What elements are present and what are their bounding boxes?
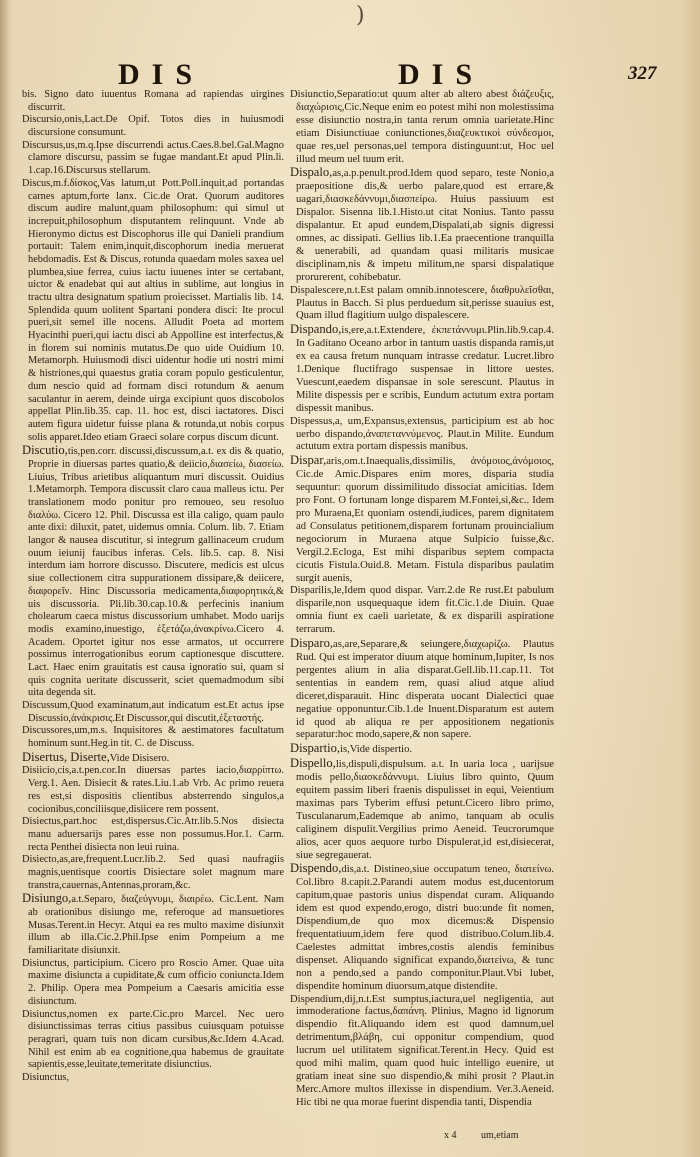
dictionary-entry xyxy=(22,140,284,178)
entry-text: Disparilis,le,Idem quod dispar. Varr.2.de Re rust.Et pabulum disparile,non usquequaque idem fit.Cic.1.de Diuin. Quae omnia fiunt ex caeli uarietate, & ex disparili aspiratione terrarum. xyxy=(290,585,554,636)
footer-catchwords xyxy=(444,1130,519,1141)
dictionary-entry xyxy=(22,892,284,957)
running-head-right: DIS xyxy=(398,58,485,91)
entry-text: Discus,m.f.δίσκος,Vas latum,ut Pott.Poll.inquit,ad portandas carnes aptum,forte lanx. Cic.de Orat. Quorum auditores discum audire malunt,quam philosophum: qui simul ut increpuit,philosophum disputantem relinquunt. Vnde ab Hieronymo dictus est Discophorus ille qui Danieli prandium portauit: Talem enim,inquit,discophorum inedia meruerat hebdomadis. Est & Discus, rotunda quaedam moles saxea uel plumbea,siue ferrea, cuius iactu iuuenes inter se certabant, uictor & enadebat qui aut altius in sublime, aut longius in tractu ultra designatum spatium proiecisset. Martialis lib. 14. Splendida quum uolitent Spartani pondera disci: Ite procul pueri,sit semel ille nocens. Alludit Poeta ad mortem Hyacinthi pueri,qui iactu disci ab Appolline est interfectus,& in florem sui nominis mutatus.De quo uide Ouidium 10. Metamorph. Huiusmodi disci uidentur hodie uti nostri mimi & histriones,qui quaestus gratia coram populo gesticulentur, dum nescio quid ad formam disci rotundum & aenum saculantur in aerem, deinde uirga excipiunt quos discobolos appellat Plin.lib.35. cap. 11. hoc est, disci iactatores. Disci autem figura uidetur fuisse plana & rotunda,ut nobis corpus solis apparet.Ideo etiam Graeci solare corpus discum dicunt. xyxy=(22,177,284,443)
entry-text: Vide Disisero. xyxy=(109,752,170,764)
entry-text: is,ere,a.t.Extendere, ἐκπετάννυμι.Plin.lib.9.cap.4. In Gaditano Oceano arbor in tantum uastis dispanda ramis,ut ex ea causa fretum nunquam intrasse credatur. Lucret.libro 1.Denique fluctifrago suspensae in littore uestes. Vuescunt,eaedem dispansae in sole serescunt. Plautus in Milite dispessis per e scribis, Eundum actutum extra portam dispessit manibus. xyxy=(296,325,554,414)
signature-mark: x 4 xyxy=(444,1130,457,1141)
entry-text: Disiicio,cis,a.t.pen.cor.In diuersas partes iacio,διαρρίπτω. Verg.1. Aen. Disiecit & rates.Liu.1.ab Vrb. Ac primo reuera res est,si dispositis clientibus absterrendo singulos,a cocionibus,conciliisque,disiicere rem possent. xyxy=(22,765,284,815)
entry-text: Disiecto,as,are,frequent.Lucr.lib.2. Sed quasi naufragiis magnis,uentisque coortis Disiectare solet magnum mare transtra,cauernas,Antennas,proram,&c. xyxy=(22,854,284,891)
dictionary-entry xyxy=(22,89,284,114)
entry-headword: Dispalo, xyxy=(290,165,333,180)
dictionary-entry xyxy=(22,958,284,1009)
dictionary-entry xyxy=(290,994,554,1110)
entry-text: Discursio,onis,Lact.De Opif. Totos dies in huiusmodi discursione consumunt. xyxy=(22,114,284,139)
dictionary-entry xyxy=(290,323,554,415)
dictionary-entry xyxy=(22,700,284,725)
entry-text: Dispendium,dij,n.t.Est sumptus,iactura,uel negligentia, aut immoderatione factus,δαπάνη. Plinius, Magno id lignorum dispendio fit.Aliquando idem est quod damnum,uel detrimentum,βλάβη, cui opponitur compendium, quod lucrum uel utilitatem significat.Terent.in Hecy. Quid est quod mihi malim, quam quod huic intelligo euenire, ut gratiam ineat sine suo dispendio,& mihi prosit ? Plaut.in Merc.Amore multos illexisse in dispendium. Ver.3.Aeneid. Hic tibi ne qua morae fuerint dispendia tanti, Dispendia xyxy=(290,993,554,1108)
entry-text: a.t.Separo, διαζεύγνυμι, διαιρέω. Cic.Lent. Nam ab orationibus disiungo me, referoque ad mansuetiores Musas.Terent.in Hecyr. Atqui ea res multo maxime disiunxit illum ab illa.Cic.2.Phil.Ipse enim Pompeium a me familiaritate disiunxit. xyxy=(28,894,284,957)
dictionary-entry xyxy=(290,637,554,742)
entry-headword: Dispello, xyxy=(290,756,336,771)
entry-text: Disiunctio,Separatio:ut quum alter ab altero abest διάζευξις, διαχώρισις,Cic.Neque enim eo potest mihi non molestissima esse disiunctio nostra,in tanta rerum omnia uarietate.Hinc etiam Disiunctiuae coniunctiones,διαζευκτικοὶ σύνδεσμοι, quae res,uel personas,uel tempora distinguunt:ut, Hoc uel illud meum uel tuum erit. xyxy=(290,89,554,165)
entry-text: Disiectus,part.hoc est,dispersus.Cic.Atr.lib.5.Nos disiecta manu aduersarijs pares esse non possumus.Hor.1. Carm. recta Penthei disiecta non leui ruina. xyxy=(22,816,284,853)
page-number: 327 xyxy=(628,63,657,84)
entry-headword: Dispar, xyxy=(290,453,327,468)
catchword: um,etiam xyxy=(481,1130,519,1141)
entry-text: as,are,Separare,& seiungere,διαχωρίζω. Plautus Rud. Qui est imperator diuum atque hominum,Iupiter, Is nos pergentes alium in alia disparat.Gell.lib.11.cap.11. Tot sententias in eandem rem, quasi aliud atque aliud diceret,disparauit. Hinc disperata uocant Dialectici quae negatiue opponuntur.Cib.1.de Inuent.Disparatum est autem id quod ab aliqua re per appositionem negationis separatur:hoc modo,sapere,& non sapere. xyxy=(296,639,554,741)
entry-text: is,Vide dispertio. xyxy=(340,744,413,756)
entry-text: lis,dispuli,dispulsum. a.t. In uaria loca , uarijsue modis pello,διασκεδάννυμι. Liuius libro quinto, Quum equitem passim liberi fraenis dispulisset in equi, Veientium maximas pars Tyberim effusi petunt.Cicero libro primo, Tusculanarum,Eademque ab animo, tanquam ab oculis caliginem dispulit.Vergilius primo Aeneid. Teucrorumque alios, acer quos aequore turbo Dispulerat,id est,disiecerat, siue segregauerat. xyxy=(296,759,554,861)
dictionary-entry xyxy=(290,454,554,585)
entry-text: Disiunctus,nomen ex parte.Cic.pro Marcel. Nec uero disiunctissimas terras citius passibus cuiusquam potuisse peragrari, quam tuis non dicam cursibus,&c.Idem 4.Acad. Nihil est enim ab ea cognitione,qua habemus de grauitate sapientis,esse,leuitate,temeritate disiunctius. xyxy=(22,1008,284,1071)
dictionary-entry xyxy=(22,765,284,816)
entry-headword: Dispartio, xyxy=(290,741,341,756)
dictionary-entry xyxy=(290,285,554,324)
dictionary-entry xyxy=(22,114,284,139)
entry-text: bis. Signo dato iuuentus Romana ad rapiendas uirgines discurrit. xyxy=(22,89,284,113)
entry-text: dis,a.t. Distineo,siue occupatum teneo, διατείνω. Col.libro 8.capit.2.Parandi autem modus est,ducentorum capitum,quae pastoris unius dispendat curam. Aliquando idem est quod expendo,erogo, distri buo:unde fit nomen, Dispendium,de quo mox dicemus:& Dispensio frequentatiuum,idem fere quod distribuo.Colum.lib.4. Caelestes admittat imbres,costis alendis feminibus dispenset. Aliquando significat expando,διατείνω, & tunc non a pendo,sed a pando componitur.Plaut.Vbi lubet, dispendite hominum diuorsum,atque distendite. xyxy=(296,864,554,992)
entry-text: as,a.p.penult.prod.Idem quod separo, teste Nonio,a praepositione dis,& uerbo palare,quod est errare,& uagari,διασκεδάννυμι,διασπείρω. Huius passiuum est Dispalor. Sisenna lib.1.Histo.ut citat Nonius. Tanto passu dispalantur. Et apud eundem,Dispalati,ab signis digressi omnes, ac dissipati. Gellius lib.1.Ea praecentione tranquilla & uenerabili, ad quandam quasi militaris musicae disciplinam,nis & impetu militum,ne sparsi dispalatique prorurerent, cohibebatur. xyxy=(296,168,554,283)
dictionary-entry xyxy=(22,1072,284,1085)
entry-text: Disiunctus, xyxy=(22,1071,70,1083)
entry-text: Discussores,um,m.s. Inquisitores & aestimatores facultatum hominum sunt.Heg.in tit. C. de Discuss. xyxy=(22,725,284,750)
dictionary-entry xyxy=(290,585,554,637)
entry-text: Discursus,us,m.q.Ipse discurrendi actus.Caes.8.bel.Gal.Magno clamore discursu, passim se fugae mandant.Et apud Plin.li. 1.cap.16.Discursus stellarum. xyxy=(22,139,284,177)
entry-headword: Dispando, xyxy=(290,322,342,337)
entry-text: Dispessus,a, um,Expansus,extensus, participium est ab hoc uerbo dispando,ἀναπεταννύμενος. Plaut.in Milite. Eundum actutum extra portam dispessis manibus. xyxy=(290,415,554,453)
left-column xyxy=(22,89,284,1129)
entry-headword: Disertus, Diserte, xyxy=(22,749,110,764)
corner-mark: ) xyxy=(356,3,365,28)
entry-text: Disiunctus, participium. Cicero pro Roscio Amer. Quae uita maxime disiuncta a cupiditate,& cum officio coniuncta.Idem 2. Philip. Opera mea Pompeium a Caesaris amicitia esse disiunctum. xyxy=(22,957,284,1007)
dictionary-entry xyxy=(290,166,554,284)
dictionary-entry xyxy=(22,444,284,700)
entry-headword: Disiungo, xyxy=(22,891,72,906)
dictionary-entry xyxy=(290,757,554,862)
dictionary-entry xyxy=(22,725,284,750)
dictionary-entry xyxy=(290,89,554,166)
entry-headword: Disparo, xyxy=(290,636,334,651)
entry-headword: Discutio, xyxy=(22,443,68,458)
gutter-shadow xyxy=(0,0,10,1157)
entry-text: aris,om.t.Inaequalis,dissimilis, ἀνόμοιος,ἀνόμοιος, Cic.de Amic.Dispares enim mores, disparia studia sequuntur: quorum dissimilitudo dissociat amicitias. Idem pro Font. O fortunam longe disparem M.Fontei,si,&c.. Idem pro Muraena,Et quoniam ostendi,iudices, parem dignitatem ad Consulatus petitionem,disparem fortunam prouincialium negociorum in Muraena atque Sulpicio fuisse,&c. Vergil.2.Ecloga, Est mihi disparibus septem compacta cicutis Fistula.Ouid.8. Metam. Fistula disparibus paulatim surgit auenis, xyxy=(296,456,554,584)
entry-text: Discussum,Quod examinatum,aut indicatum est.Et actus ipse Discussio,ἀνάκρισις.Et Discussor,qui discutit,ἐξεταστής. xyxy=(22,700,284,724)
dictionary-entry xyxy=(290,742,554,757)
dictionary-entry xyxy=(22,178,284,444)
right-column xyxy=(290,89,554,1129)
dictionary-entry xyxy=(22,816,284,854)
dictionary-entry xyxy=(290,862,554,993)
dictionary-entry xyxy=(22,1009,284,1072)
entry-text: tis,pen.corr. discussi,discussum,a.t. ex dis & quatio, Proprie in diuersas partes quatio,& deiicio,διασείω, διασείω. Liuius, Tribus arietibus aliquantum muri discussit. Ouidius 1.Metamorph. Tempora discussit claro caua malleus ictu. Per translationem modo ponitur pro remoueo, seu resoluo διαλύω. Cicero 12. Phil. Discussa est illa caligo, quam paulo ante dixi: diluxit, patet, uidemus omnia. Colum. lib. 7. Etiam langor & nausea discutitur, si integrum gallinaceum crudum ouum ieiunij faucibus inferas. Cels. lib.5. cap. 8. Nisi interdum iam horrore discusso. Discutere, medicis est ulcus siue collectionem citra suppurationem dissipare,& deiicere, διαφορεῖν. Hinc Discussoria medicamenta,διαφορητικά,& uis discussoria. Pli.lib.30.cap.10.& perfecinis inanium cholearum caeca mistus discussorium umhabet. Modo uarijs modis examino,inuestigo, ἐξετάζω,ἀνακρίνω.Cicero 4. Academ. Oportet igitur nos esse armatos, ut occurrere possimus interrogationibus eorum captionesque discuttere. Lact. Haec enim grauitatis est causa ignoratio sui, quam si quis cognita ueritate discusserit, sciet quemadmodum sibi uita degenda sit. xyxy=(28,446,284,699)
dictionary-entry xyxy=(290,416,554,455)
entry-headword: Dispendo, xyxy=(290,861,342,876)
dictionary-entry xyxy=(22,751,284,766)
running-head-left: DIS xyxy=(118,58,205,91)
dictionary-entry xyxy=(22,854,284,892)
entry-text: Dispalescere,n.t.Est palam omnib.innotescere, διαθρυλεῖσθαι, Plautus in Bacch. Si plus perduedum sit,perisse suauius est, Quam illud flagitium uulgo dispalescere. xyxy=(290,284,554,322)
